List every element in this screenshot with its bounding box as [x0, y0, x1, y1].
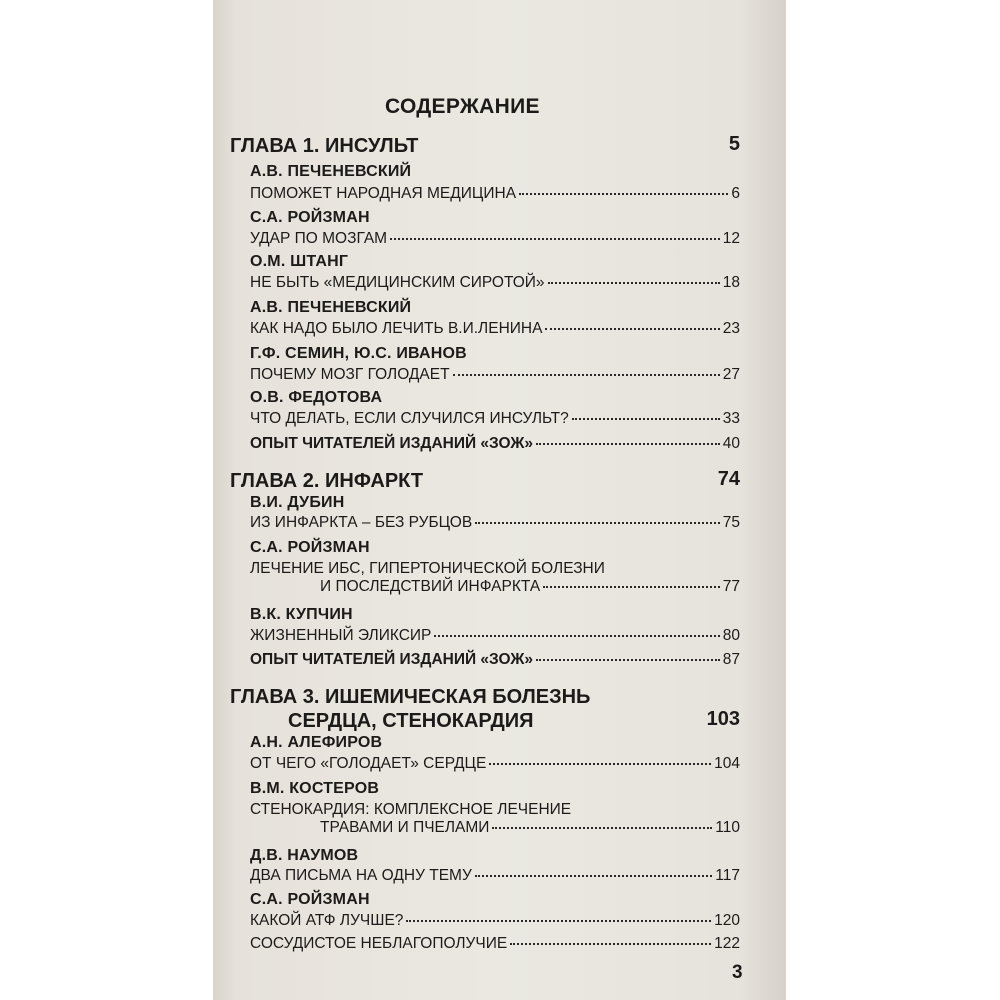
toc-entry[interactable]	[250, 627, 740, 645]
dot-leader	[536, 659, 720, 661]
author: Г.Ф. СЕМИН, Ю.С. ИВАНОВ	[250, 345, 467, 362]
entry-title: ОПЫТ ЧИТАТЕЛЕЙ ИЗДАНИЙ «ЗОЖ»	[250, 435, 534, 452]
entry-page: 110	[715, 819, 740, 836]
author: О.М. ШТАНГ	[250, 253, 349, 270]
chapter-1-title: ГЛАВА 1. ИНСУЛЬТ	[230, 135, 419, 157]
toc-entry[interactable]	[250, 755, 740, 773]
entry-title: ИЗ ИНФАРКТА – БЕЗ РУБЦОВ	[250, 514, 473, 531]
entry-page: 75	[722, 514, 740, 531]
reader-experience-entry[interactable]	[250, 435, 740, 453]
author: В.К. КУПЧИН	[250, 606, 353, 623]
entry-page: 77	[722, 578, 740, 595]
toc-entry[interactable]	[250, 230, 740, 248]
dot-leader	[475, 522, 720, 524]
dot-leader	[510, 943, 711, 945]
entry-title: ЧТО ДЕЛАТЬ, ЕСЛИ СЛУЧИЛСЯ ИНСУЛЬТ?	[250, 410, 569, 427]
page-number: 3	[732, 962, 743, 983]
entry-page: 6	[731, 185, 740, 202]
entry-title: КАКОЙ АТФ ЛУЧШЕ?	[250, 912, 404, 929]
entry-title: ДВА ПИСЬМА НА ОДНУ ТЕМУ	[250, 867, 472, 884]
chapter-1-page: 5	[728, 133, 740, 155]
chapter-3-title-line-1: ГЛАВА 3. ИШЕМИЧЕСКАЯ БОЛЕЗНЬ	[230, 686, 591, 708]
chapter-2-page: 74	[717, 468, 740, 490]
entry-page: 120	[714, 912, 740, 929]
author: С.А. РОЙЗМАН	[250, 209, 370, 226]
entry-title-line-1: СТЕНОКАРДИЯ: КОМПЛЕКСНОЕ ЛЕЧЕНИЕ	[250, 801, 572, 818]
entry-page: 12	[722, 230, 740, 247]
dot-leader	[406, 920, 711, 922]
dot-leader	[548, 282, 720, 284]
toc-entry[interactable]	[250, 560, 740, 596]
author: А.В. ПЕЧЕНЕВСКИЙ	[250, 163, 412, 180]
entry-title: ОТ ЧЕГО «ГОЛОДАЕТ» СЕРДЦЕ	[250, 755, 487, 772]
toc-entry[interactable]	[250, 274, 740, 292]
entry-title-line-2-row	[250, 578, 740, 596]
dot-leader	[492, 827, 712, 829]
chapter-3-title-line-2: СЕРДЦА, СТЕНОКАРДИЯ	[288, 710, 534, 732]
author: О.В. ФЕДОТОВА	[250, 389, 383, 406]
toc-entry[interactable]	[250, 320, 740, 338]
entry-title: КАК НАДО БЫЛО ЛЕЧИТЬ В.И.ЛЕНИНА	[250, 320, 543, 337]
toc-entry[interactable]	[250, 801, 740, 837]
dot-leader	[453, 374, 720, 376]
entry-title-line-2-row	[250, 819, 740, 837]
entry-page: 122	[714, 935, 740, 952]
toc-entry[interactable]	[250, 366, 740, 384]
toc-title: СОДЕРЖАНИЕ	[385, 95, 540, 118]
author: Д.В. НАУМОВ	[250, 847, 359, 864]
entry-page: 33	[722, 410, 740, 427]
entry-page: 117	[715, 867, 740, 884]
dot-leader	[519, 193, 728, 195]
entry-title: ЖИЗНЕННЫЙ ЭЛИКСИР	[250, 627, 432, 644]
chapter-3-page: 103	[706, 708, 740, 730]
entry-title: СОСУДИСТОЕ НЕБЛАГОПОЛУЧИЕ	[250, 935, 508, 952]
dot-leader	[390, 238, 720, 240]
entry-title: ОПЫТ ЧИТАТЕЛЕЙ ИЗДАНИЙ «ЗОЖ»	[250, 651, 534, 668]
entry-page: 87	[722, 651, 740, 668]
author: А.Н. АЛЕФИРОВ	[250, 734, 383, 751]
toc-entry[interactable]	[250, 185, 740, 203]
dot-leader	[545, 328, 719, 330]
toc-entry[interactable]	[250, 912, 740, 930]
entry-title: НЕ БЫТЬ «МЕДИЦИНСКИМ СИРОТОЙ»	[250, 274, 545, 291]
author: В.И. ДУБИН	[250, 494, 345, 511]
author: В.М. КОСТЕРОВ	[250, 780, 380, 797]
author: С.А. РОЙЗМАН	[250, 539, 370, 556]
entry-page: 18	[722, 274, 740, 291]
entry-page: 80	[722, 627, 740, 644]
dot-leader	[572, 418, 720, 420]
entry-title: ПОЧЕМУ МОЗГ ГОЛОДАЕТ	[250, 366, 450, 383]
entry-page: 104	[714, 755, 740, 772]
dot-leader	[434, 635, 719, 637]
entry-title-line-1: ЛЕЧЕНИЕ ИБС, ГИПЕРТОНИЧЕСКОЙ БОЛЕЗНИ	[250, 560, 605, 577]
toc-entry[interactable]	[250, 514, 740, 532]
entry-page: 23	[722, 320, 740, 337]
entry-page: 40	[722, 435, 740, 452]
entry-page: 27	[722, 366, 740, 383]
dot-leader	[475, 875, 712, 877]
author: С.А. РОЙЗМАН	[250, 891, 370, 908]
entry-title: УДАР ПО МОЗГАМ	[250, 230, 388, 247]
entry-title-line-2: И ПОСЛЕДСТВИЙ ИНФАРКТА	[320, 578, 541, 595]
author: А.В. ПЕЧЕНЕВСКИЙ	[250, 299, 412, 316]
toc-entry[interactable]	[250, 935, 740, 953]
chapter-2-title: ГЛАВА 2. ИНФАРКТ	[230, 470, 424, 492]
dot-leader	[489, 763, 711, 765]
entry-title-line-2: ТРАВАМИ И ПЧЕЛАМИ	[320, 819, 490, 836]
toc-entry[interactable]	[250, 867, 740, 885]
dot-leader	[543, 586, 720, 588]
toc-entry[interactable]	[250, 410, 740, 428]
reader-experience-entry[interactable]	[250, 651, 740, 669]
entry-title: ПОМОЖЕТ НАРОДНАЯ МЕДИЦИНА	[250, 185, 517, 202]
dot-leader	[536, 443, 720, 445]
